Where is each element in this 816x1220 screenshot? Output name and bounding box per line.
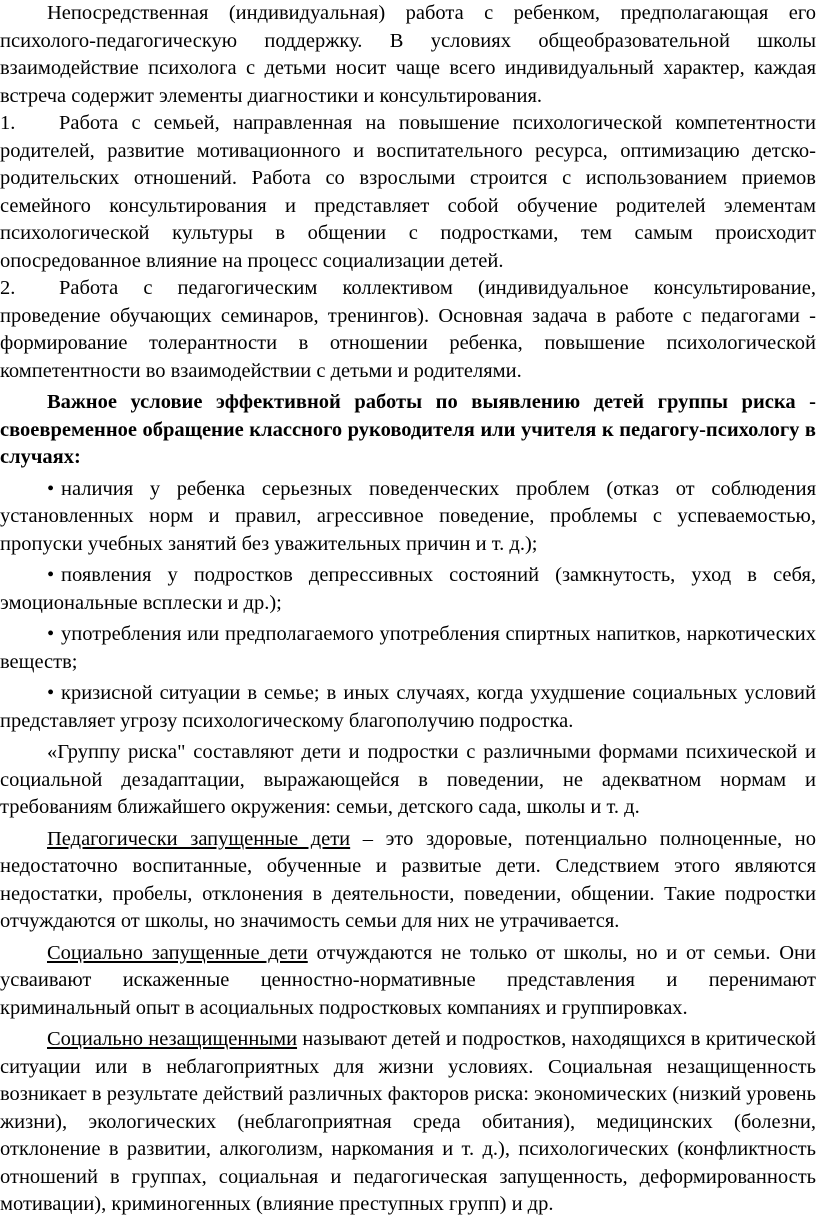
bullet-text: появления у подростков депрессивных состояний (замкнутость, уход в себя, эмоциональные всплески и др.); <box>0 564 816 614</box>
bullet-text: кризисной ситуации в семье; в иных случаях, когда ухудшение социальных условий представляет угрозу психологическому благополучию подростка. <box>0 682 816 732</box>
bullet-icon: • <box>47 564 55 586</box>
definition-text: называют детей и подростков, находящихся в критической ситуации или в неблагоприятных для жизни условиях. Социальная незащищенность возникает в результате действий различных факторов риска: экономических (низкий уровень жизни), экологических (неблагоприятная среда обитания), медицинских (болезни, отклонение в развитии, алкоголизм, наркомания и т. д.), психологических (конфликтность отношений в группах, социальная и педагогическая запущенность, деформированность мотивации), криминогенных (влияние преступных групп) и др. <box>0 1028 816 1215</box>
paragraph-socially-unprotected <box>0 1026 816 1219</box>
paragraph-risk-group: «Группу риска" составляют дети и подростки с различными формами психической и социальной дезадаптации, выражающейся в поведении, не адекватном нормам и требованиям ближайшего окружения: семьи, детского сада, школы и т. д. <box>0 741 816 818</box>
bullet-item-behavior <box>0 476 816 559</box>
list-item-text: Работа с семьей, направленная на повышение психологической компетентности родителей, развитие мотивационного и воспитательного ресурса, оптимизацию детско-родительских отношений. Работа со взрослыми строится с использованием приемов семейного консультирования и представляет собой обучение родителей элементам психологической культуры в общении с подростками, тем самым происходит опосредованное влияние на процесс социализации детей. <box>0 112 816 272</box>
term-socially-neglected: Социально запущенные дети <box>47 941 308 964</box>
list-item-teacher-work <box>0 275 816 385</box>
bullet-icon: • <box>47 623 55 645</box>
definition-text: отчуждаются не только от школы, но и от семьи. Они усваивают искаженные ценностно-нормативные представления и перенимают криминальный опыт в асоциальных подростковых компаниях и группировках. <box>0 941 816 1019</box>
bullet-icon: • <box>47 682 55 704</box>
list-number: 1. <box>0 112 16 134</box>
bullet-text: наличия у ребенка серьезных поведенческих проблем (отказ от соблюдения установленных норм и правил, агрессивное поведение, проблемы с успеваемостью, пропуски учебных занятий без уважительных причин и т. д.); <box>0 477 816 555</box>
paragraph-socially-neglected <box>0 940 816 1023</box>
paragraph-individual-work: Непосредственная (индивидуальная) работа с ребенком, предполагающая его психолого-педагогическую поддержку. В условиях общеобразовательной школы взаимодействие психолога с детьми носит чаще всего индивидуальный характер, каждая встреча содержит элементы диагностики и консультирования. <box>0 2 816 107</box>
bold-condition-heading: Важное условие эффективной работы по выявлению детей группы риска - своевременное обращение классного руководителя или учителя к педагогу-психологу в случаях: <box>0 391 816 468</box>
bullet-text: употребления или предполагаемого употребления спиртных напитков, наркотических веществ; <box>0 623 816 673</box>
list-item-family-work <box>0 110 816 275</box>
bullet-item-substances <box>0 621 816 676</box>
list-number: 2. <box>0 277 16 299</box>
term-socially-unprotected: Социально незащищенными <box>47 1028 298 1050</box>
bullet-item-family-crisis <box>0 680 816 735</box>
list-item-text: Работа с педагогическим коллективом (индивидуальное консультирование, проведение обучающих семинаров, тренингов). Основная задача в работе с педагогами - формирование толерантности в отношении ребенка, повышение психологической компетентности во взаимодействии с детьми и родителями. <box>0 277 816 382</box>
definition-text: – это здоровые, потенциально полноценные, но недостаточно воспитанные, обученные и развитые дети. Следствием этого являются недостатки, пробелы, отклонения в деятельности, поведении, общении. Такие подростки отчуждаются от школы, но значимость семьи для них не утрачивается. <box>0 827 816 932</box>
term-pedagogically-neglected: Педагогически запущенные дети <box>47 827 351 850</box>
paragraph-pedagogically-neglected <box>0 826 816 936</box>
bullet-item-depression <box>0 562 816 617</box>
bullet-icon: • <box>47 477 55 500</box>
